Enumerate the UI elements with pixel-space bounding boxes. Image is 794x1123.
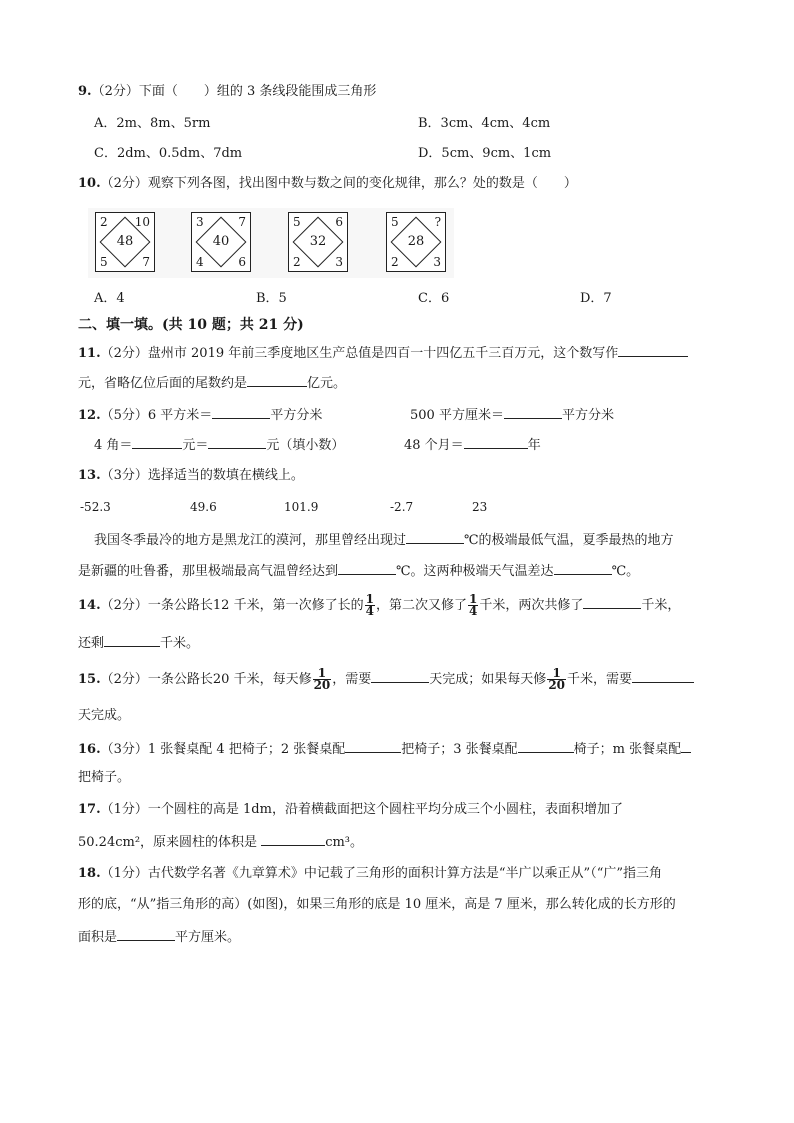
q9-option-b[interactable]: B．3cm、4cm、4cm [418,116,551,131]
q16-text-1: （3分）1 张餐桌配 4 把椅子；2 张餐桌配 [100,742,346,757]
q15-text-5: 天完成。 [78,708,131,723]
q12-blank-5[interactable] [464,434,528,449]
q15-line-2 [78,706,130,726]
figure-top-left: 3 [196,215,204,229]
section-title: 二、填一填。(共 10 题；共 21 分) [78,317,304,333]
q18-line-3 [78,926,240,948]
q16-text-2: 把椅子；3 张餐桌配 [401,742,518,757]
q18-line-2 [78,895,676,915]
q15-text-1: （2分）一条公路长20 千米，每天修 [100,672,312,687]
fraction-denominator: 4 [365,604,374,618]
q16-number: 16. [78,742,101,757]
q13-blank-1[interactable] [406,529,464,544]
q14-text-1: （2分）一条公路长12 千米，第一次修了长的 [100,598,364,613]
fraction-numerator: 1 [313,668,332,680]
q13-stem [78,466,304,486]
q15-text-2: ，需要 [332,672,372,687]
fraction-numerator: 1 [468,592,478,606]
q18-text-3: 面积是 [78,930,118,945]
q13-number: 13. [78,468,101,483]
q13-text: （3分）选择适当的数填在横线上。 [100,468,304,483]
q10-text: （2分）观察下列各图，找出图中数与数之间的变化规律，那么？处的数是（ ） [100,176,577,191]
q10-option-c[interactable]: C．6 [418,291,450,306]
q14-text-3: 千米，两次共修了 [479,598,584,613]
q13-text-3: 是新疆的吐鲁番，那里极端最高气温曾经达到 [78,564,339,579]
figure-center: 48 [116,234,134,249]
q9-option-d[interactable]: D．5cm、9cm、1cm [418,146,552,161]
q14-fraction-2 [468,594,478,617]
q15-number: 15. [78,672,101,687]
q12-text-6: 元＝ [182,438,209,453]
q14-text-4: 千米， [641,598,681,613]
q15-line-1 [78,668,694,691]
figure-bottom-left: 2 [391,255,399,269]
q13-number-3: 101.9 [284,500,319,514]
q9-stem [78,82,376,102]
q13-blank-2[interactable] [338,560,396,575]
figure-bottom-right: 3 [433,255,441,269]
q9-text: （2分）下面（ ）组的 3 条线段能围成三角形 [91,84,377,99]
q14-text-5: 还剩 [78,636,105,651]
q12-text-8: 48 个月＝ [404,438,464,453]
q15-blank-2[interactable] [632,668,694,683]
q10-option-b[interactable]: B．5 [256,291,287,306]
q13-text-1: 我国冬季最冷的地方是黑龙江的漠河，那里曾经出现过 [94,533,407,548]
q13-number-1: -52.3 [80,500,111,514]
q15-text-3: 天完成；如果每天修 [429,672,547,687]
q18-blank-1[interactable] [117,926,175,941]
q16-blank-2[interactable] [518,738,574,753]
q13-number-2: 49.6 [190,500,217,514]
q9-option-c[interactable]: C．2dm、0.5dm、7dm [94,146,243,161]
q17-text-3: cm³。 [325,835,364,850]
q13-number-5: 23 [472,500,488,514]
q11-number: 11. [78,346,101,361]
q13-text-4: ℃。这两种极端天气温差达 [396,564,554,579]
q13-line-1 [94,529,674,551]
q12-blank-3[interactable] [132,434,182,449]
q16-line-1 [78,738,691,760]
fraction-numerator: 1 [365,592,374,606]
q14-text-6: 千米。 [160,636,200,651]
q12-text-9: 年 [527,438,541,453]
q13-line-2 [78,560,639,582]
figure-center: 32 [309,234,327,249]
q15-fraction-1 [313,668,332,691]
q16-line-2 [78,768,130,788]
q16-text-3: 椅子；m 张餐桌配 [573,742,682,757]
q10-figure-1 [95,212,155,272]
q11-blank-1[interactable] [618,342,688,357]
q17-number: 17. [78,802,101,817]
q9-number: 9. [78,84,92,99]
q12-text-7: 元（填小数） [266,438,345,453]
q10-stem [78,174,577,194]
q13-number-4: -2.7 [390,500,414,514]
q17-blank-1[interactable] [261,831,325,846]
fraction-denominator: 20 [548,678,566,692]
q15-blank-1[interactable] [371,668,429,683]
q11-text-2: 元，省略亿位后面的尾数约是 [78,376,248,391]
figure-top-right: 7 [238,215,246,229]
q18-text-1: （1分）古代数学名著《九章算术》中记载了三角形的面积计算方法是“半广以乘正从”（“广”指三角 [100,866,662,881]
q14-blank-2[interactable] [104,632,160,647]
q14-fraction-1 [365,594,375,617]
q10-number: 10. [78,176,101,191]
fraction-denominator: 20 [313,678,331,692]
q10-option-a[interactable]: A．4 [94,291,125,306]
q17-text-1: （1分）一个圆柱的高是 1dm，沿着横截面把这个圆柱平均分成三个小圆柱，表面积增加了 [100,802,623,817]
q18-line-1 [78,864,662,884]
q13-blank-3[interactable] [554,560,612,575]
q13-text-5: ℃。 [611,564,640,579]
q12-number: 12. [78,408,101,423]
figure-top-right: ? [434,215,441,229]
q16-text-4: 把椅子。 [78,770,131,785]
q11-blank-2[interactable] [247,372,307,387]
q14-blank-1[interactable] [583,594,641,609]
q14-number: 14. [78,598,101,613]
q11-text-1: （2分）盘州市 2019 年前三季度地区生产总值是四百一十四亿五千三百万元，这个数写作 [100,346,619,361]
q14-line-1 [78,594,680,617]
figure-bottom-left: 2 [293,255,301,269]
q12-text-5: 4 角＝ [94,438,133,453]
q10-figure-2 [191,212,251,272]
q12-text-2: 平方分米 [270,408,323,423]
figure-top-left: 5 [391,215,399,229]
q12-text-3: 500 平方厘米＝ [410,408,504,423]
q10-figure-4 [386,212,446,272]
q15-fraction-2 [547,668,566,691]
q17-line-2 [78,831,363,853]
q12-text-1: （5分）6 平方米＝ [100,408,213,423]
q12-blank-4[interactable] [208,434,266,449]
q15-text-4: 千米，需要 [567,672,633,687]
figure-top-right: 10 [134,215,150,229]
fraction-denominator: 4 [468,604,478,618]
q11-line-2 [78,372,346,394]
figure-center: 40 [212,234,230,249]
q14-line-2 [78,632,199,654]
q14-text-2: ，第二次又修了 [375,598,467,613]
q13-text-2: ℃的极端最低气温，夏季最热的地方 [464,533,674,548]
figure-center: 28 [407,234,425,249]
q17-text-2: 50.24cm²，原来圆柱的体积是 [78,835,258,850]
figure-bottom-right: 7 [142,255,150,269]
q18-text-2: 形的底，“从”指三角形的高）(如图)，如果三角形的底是 10 厘米，高是 7 厘米，那么转化成的长方形的 [78,897,676,912]
fraction-numerator: 1 [547,668,566,680]
figure-top-right: 6 [335,215,343,229]
q11-line-1 [78,342,688,364]
q18-number: 18. [78,866,101,881]
q10-figure-3 [288,212,348,272]
q11-text-3: 亿元。 [307,376,347,391]
figure-bottom-right: 6 [238,255,246,269]
q10-option-d[interactable]: D．7 [580,291,612,306]
q12-line-2 [94,434,344,456]
figure-bottom-right: 3 [335,255,343,269]
q18-text-4: 平方厘米。 [175,930,241,945]
q12-line-1b [410,404,614,426]
q12-text-4: 平方分米 [561,408,614,423]
q12-blank-2[interactable] [504,404,562,419]
figure-bottom-left: 5 [100,255,108,269]
figure-top-left: 5 [293,215,301,229]
q12-blank-1[interactable] [212,404,270,419]
q9-option-a[interactable]: A．2m、8m、5rm [94,116,211,131]
q16-blank-1[interactable] [345,738,401,753]
q17-line-1 [78,800,623,820]
q12-line-1 [78,404,322,426]
figure-bottom-left: 4 [196,255,204,269]
figure-top-left: 2 [100,215,108,229]
q12-line-2b [404,434,541,456]
q16-blank-3[interactable] [681,738,691,753]
